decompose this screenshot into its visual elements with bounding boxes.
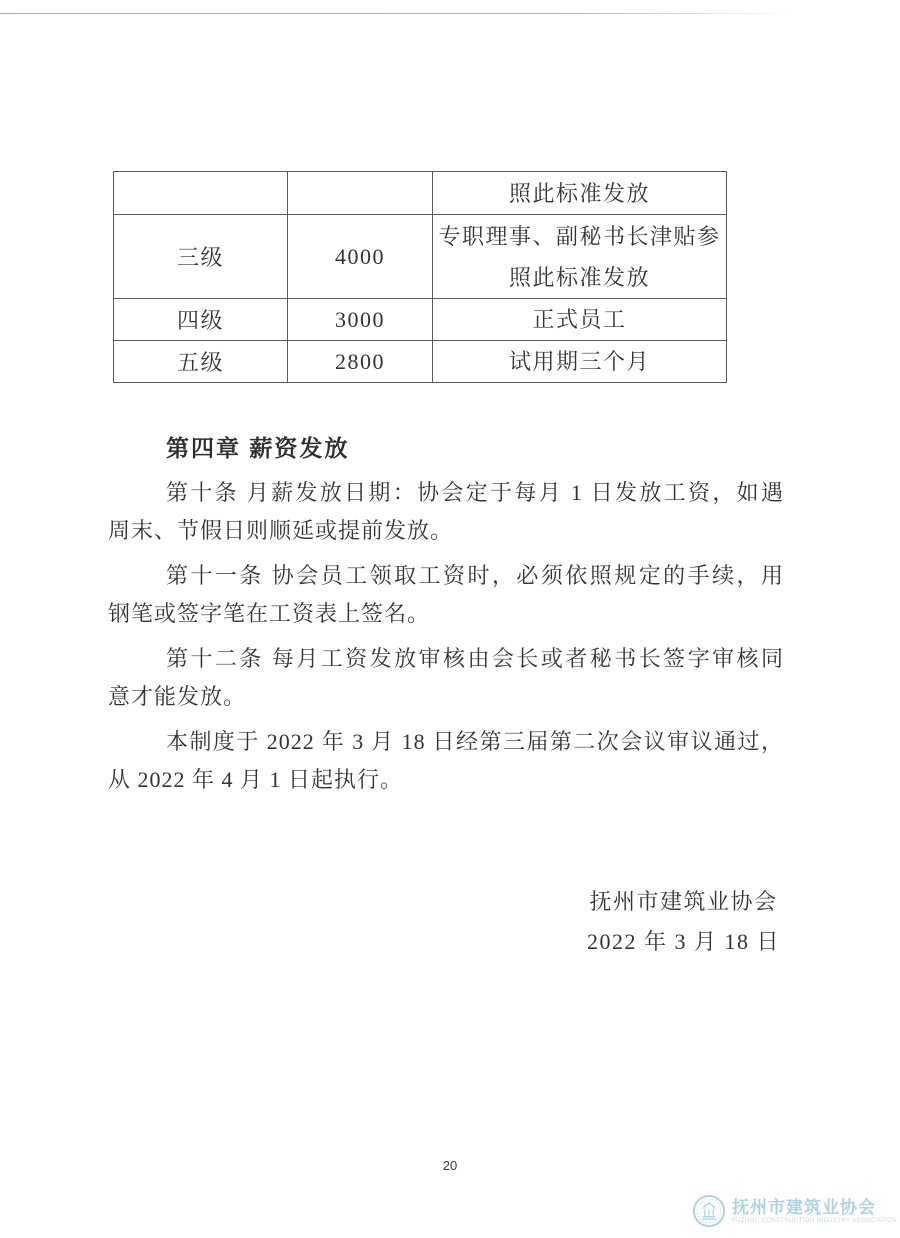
signature-block [587, 882, 780, 962]
text-line: 周末、节假日则顺延或提前发放。 [108, 518, 454, 543]
text-line: 第十条 月薪发放日期：协会定于每月 1 日发放工资，如遇 [166, 480, 784, 505]
watermark-name-cn: 抚州市建筑业协会 [731, 1197, 876, 1217]
article-paragraph [108, 640, 784, 716]
document-body [108, 429, 784, 799]
grade-level-cell: 四级 [114, 299, 288, 341]
text-line: 本制度于 2022 年 3 月 18 日经第三届第二次会议审议通过， [166, 729, 784, 754]
grade-level-cell [114, 172, 288, 215]
salary-amount-cell: 3000 [288, 299, 433, 341]
signature-org: 抚州市建筑业协会 [589, 889, 778, 914]
article-paragraph [108, 723, 784, 799]
signature-date: 2022 年 3 月 18 日 [586, 929, 780, 954]
grade-level-cell: 三级 [114, 215, 288, 299]
table-row [114, 299, 727, 341]
scan-artifact-line [0, 13, 800, 14]
text-line: 从 2022 年 4 月 1 日起执行。 [108, 767, 404, 792]
text-line: 第十一条 协会员工领取工资时，必须依照规定的手续，用 [166, 563, 784, 588]
table-row [114, 172, 727, 215]
article-paragraph [108, 474, 784, 550]
note-cell [433, 299, 727, 341]
text-line: 意才能发放。 [108, 684, 247, 709]
association-logo-icon [692, 1194, 726, 1228]
salary-amount-cell: 2800 [288, 341, 433, 383]
note-cell [433, 172, 727, 215]
salary-amount-cell: 4000 [288, 215, 433, 299]
grade-level-cell: 五级 [114, 341, 288, 383]
article-paragraph [108, 557, 784, 633]
watermark-name-en: FUZHOU CONSTRUCTION INDUSTRY ASSOCIATION [731, 1217, 897, 1224]
table-row [114, 341, 727, 383]
note-cell [433, 341, 727, 383]
table-row [114, 215, 727, 299]
salary-amount-cell [288, 172, 433, 215]
watermark-logo [692, 1194, 897, 1228]
text-line: 第十二条 每月工资发放审核由会长或者秘书长签字审核同 [166, 646, 784, 671]
text-line: 钢笔或签字笔在工资表上签名。 [108, 601, 431, 626]
note-line: 专职理事、副秘书长津贴参 [438, 223, 721, 249]
salary-grade-table [113, 171, 727, 383]
note-line: 照此标准发放 [508, 264, 650, 290]
note-line: 试用期三个月 [508, 349, 650, 374]
note-cell [433, 215, 727, 299]
chapter-heading: 第四章 薪资发放 [166, 435, 350, 461]
note-line: 照此标准发放 [508, 180, 650, 206]
page-number: 20 [442, 1158, 458, 1173]
watermark-text [732, 1198, 897, 1225]
note-line: 正式员工 [532, 307, 627, 332]
